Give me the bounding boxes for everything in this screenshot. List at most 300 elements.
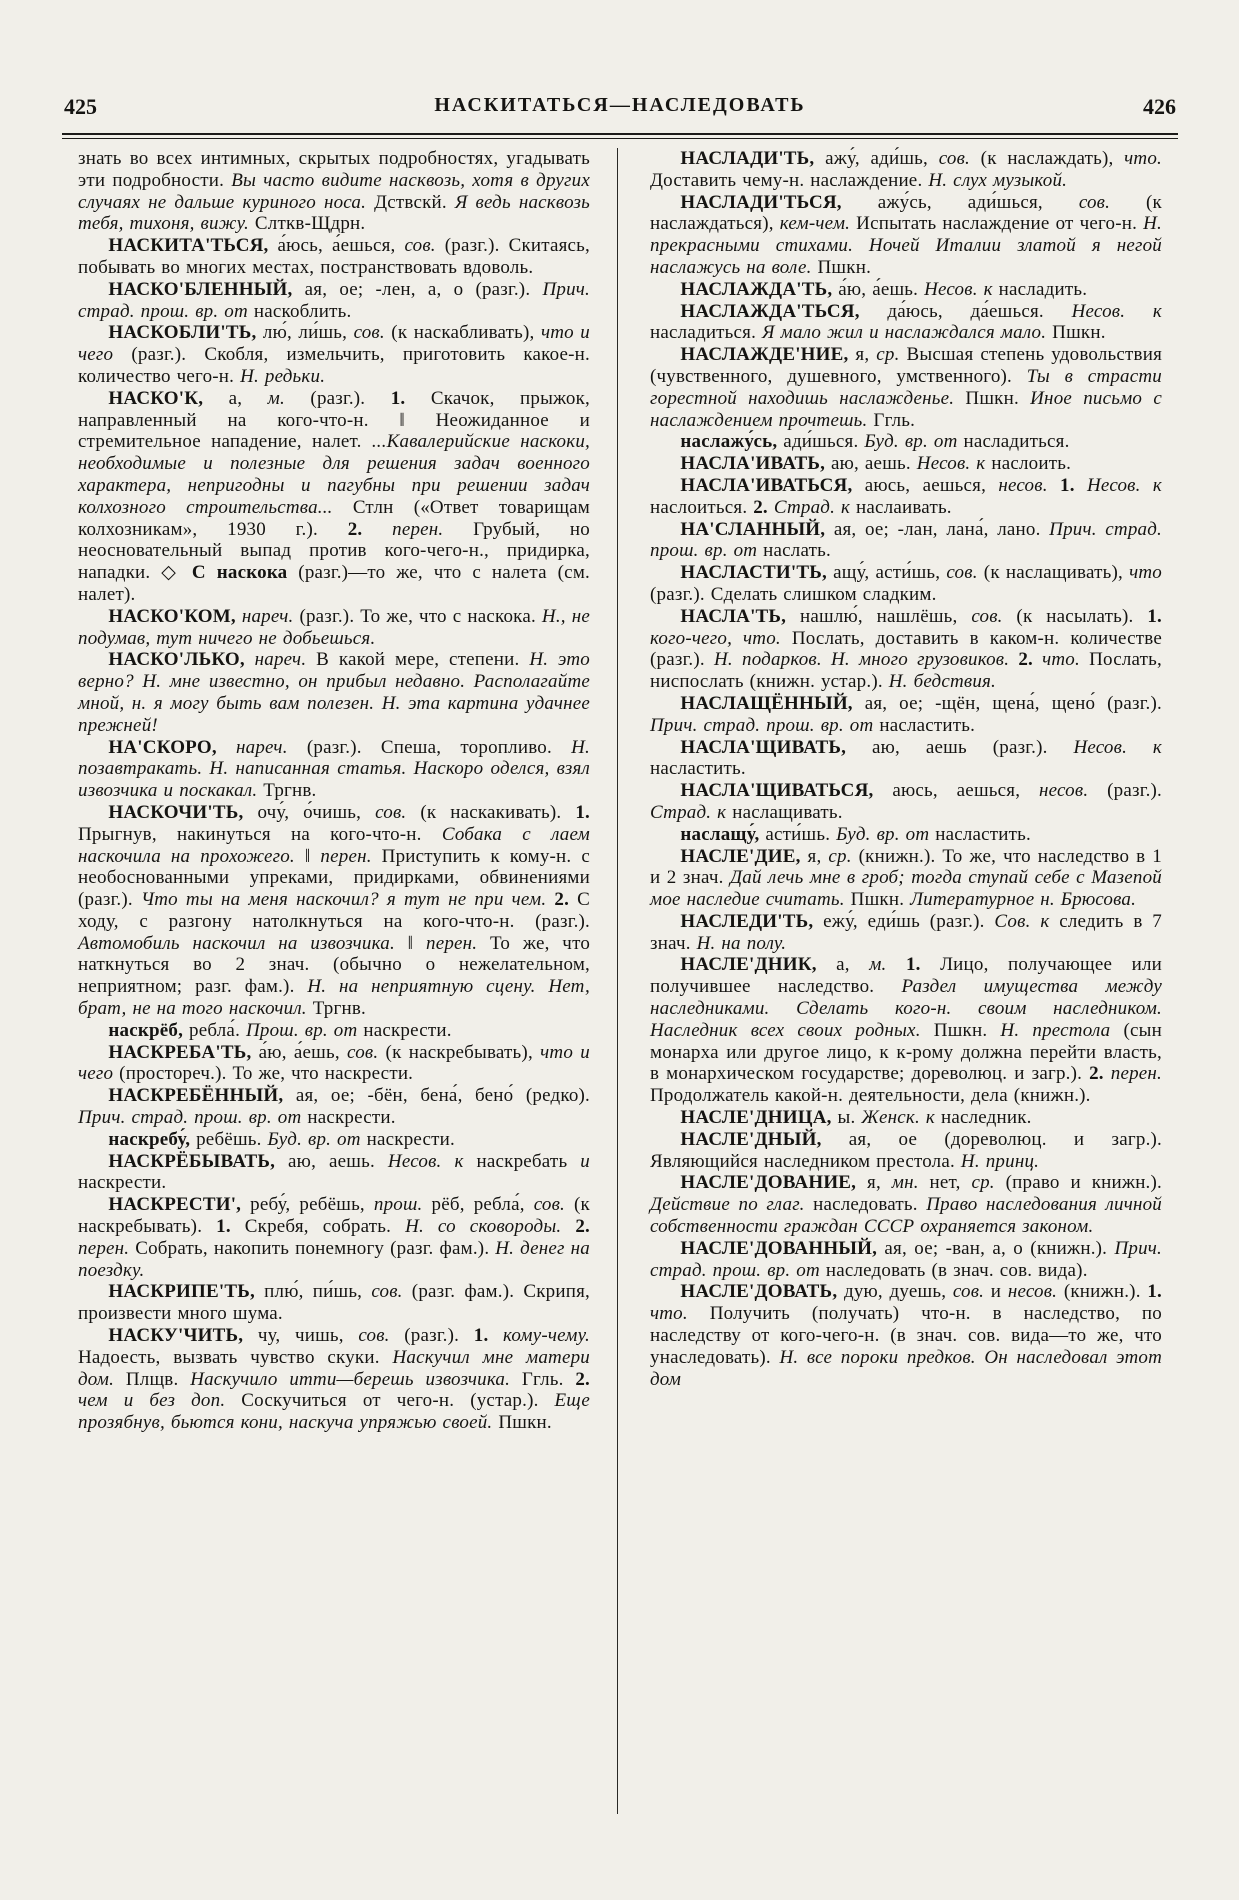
italic-text: несов. bbox=[1007, 1281, 1058, 1303]
plain-text: (простореч.). То же, что наскрести. bbox=[113, 1063, 414, 1085]
headword-bold-text: НАСЛАЖДЕ'НИЕ, bbox=[680, 344, 849, 366]
plain-text: Ггль. bbox=[867, 409, 916, 431]
italic-text: сов. bbox=[347, 1041, 379, 1063]
plain-text: (к насылать). bbox=[1002, 605, 1148, 627]
italic-text: перен. bbox=[1110, 1063, 1162, 1085]
plain-text: наскрести. bbox=[301, 1107, 396, 1129]
headword-bold-text: НАСЛЕ'ДНИЦА, bbox=[680, 1107, 832, 1129]
plain-text: чу, чишь, bbox=[243, 1325, 359, 1347]
headword-bold-text: НАСЛЕ'ДОВАНИЕ, bbox=[680, 1172, 857, 1194]
dictionary-entry bbox=[650, 453, 1162, 475]
headword-bold-text: наслащу́, bbox=[680, 823, 760, 845]
italic-text: Несов. к bbox=[916, 453, 986, 475]
plain-text: Пшкн. bbox=[811, 256, 872, 278]
italic-text: перен. bbox=[392, 518, 444, 540]
italic-text: чем и без доп. bbox=[78, 1390, 226, 1412]
italic-text: Что ты на меня наскочил? я тут не при чем. bbox=[140, 889, 547, 911]
dictionary-entry bbox=[650, 192, 1162, 279]
plain-text: наскрести. bbox=[78, 1172, 167, 1194]
headword-bold-text: НАСКРЕБА'ТЬ, bbox=[108, 1041, 252, 1063]
dictionary-entry bbox=[78, 235, 590, 279]
plain-text: Высшая степень удовольствия (чувственного, душевного, умственного). bbox=[650, 344, 1163, 387]
plain-text: ребла́. bbox=[183, 1019, 246, 1041]
italic-text: Страд. к bbox=[773, 496, 851, 518]
plain-text bbox=[488, 1325, 503, 1346]
plain-text: очу́, о́чишь, bbox=[243, 801, 376, 823]
plain-text: ади́шься. bbox=[777, 431, 865, 453]
plain-text: лю́, ли́шь, bbox=[256, 322, 354, 344]
italic-text: Еще прозябнув, бьются кони, наскуча упряжью своей. bbox=[78, 1390, 591, 1434]
italic-text: сов. bbox=[971, 605, 1003, 627]
italic-text: Н. прекрасными стихами. Ночей Италии златой я негой наслажусь на воле. bbox=[650, 213, 1163, 278]
plain-text: насластить. bbox=[873, 714, 976, 736]
plain-text: (разг.). То же, что с наскока. bbox=[293, 605, 542, 627]
dictionary-entry bbox=[650, 693, 1162, 737]
dictionary-entry bbox=[650, 737, 1162, 781]
italic-text: что bbox=[1129, 562, 1162, 584]
italic-text: сов. bbox=[404, 235, 436, 257]
plain-text: (книжн.). bbox=[1057, 1281, 1148, 1303]
plain-text: Получить (получать) что-н. в наследство, по наследству от кого-чего-н. (в знач. сов. вида—то же, что унаследовать). bbox=[650, 1303, 1162, 1368]
headword-bold-text: НА'СКОРО, bbox=[108, 736, 217, 758]
italic-text: Несов. к bbox=[1073, 736, 1162, 758]
plain-text: а́ю, а́ешь. bbox=[832, 278, 925, 300]
italic-text: Прич. страд. прош. вр. от bbox=[78, 1107, 302, 1129]
headword-bold-text: НАСЛАЩЁННЫЙ, bbox=[680, 692, 853, 714]
plain-text: аю, аешь. bbox=[275, 1150, 388, 1172]
italic-text: Н. это верно? Н. мне известно, он прибыл недавно. Располагайте мной, н. я могу быть вам полезен. Н. эта картина удачнее прежней! bbox=[78, 649, 591, 736]
dictionary-entry bbox=[650, 1238, 1162, 1282]
dictionary-entry bbox=[78, 1020, 590, 1042]
italic-text: нареч. bbox=[254, 649, 307, 671]
plain-text: Лицо, получающее или получившее наследство. bbox=[650, 954, 1163, 998]
plain-text: Надоесть, вызвать чувство скуки. bbox=[78, 1346, 393, 1368]
italic-text: Н. бедствия. bbox=[888, 671, 996, 693]
header-double-rule bbox=[62, 133, 1178, 139]
italic-text: мн. bbox=[891, 1172, 919, 1194]
dictionary-entry bbox=[650, 519, 1162, 563]
dictionary-entry bbox=[78, 322, 590, 387]
italic-text: Н. слух музыкой. bbox=[928, 169, 1068, 191]
plain-text: насладиться. bbox=[650, 322, 763, 344]
headword-bold-text: НАСЛА'ЩИВАТЬ, bbox=[680, 736, 847, 758]
dictionary-entry bbox=[650, 1107, 1162, 1129]
italic-text: Я мало жил и наслаждался мало. bbox=[762, 322, 1047, 344]
plain-text: ‖ bbox=[294, 845, 321, 867]
italic-text: Н. денег на поездку. bbox=[78, 1237, 590, 1281]
plain-text: насластить. bbox=[650, 758, 746, 780]
italic-text: Несов. к bbox=[1071, 300, 1162, 322]
italic-text: Действие по глаг. bbox=[650, 1194, 805, 1216]
headword-bold-text: НАСЛЕДИ'ТЬ, bbox=[680, 910, 814, 932]
italic-text: Буд. вр. от bbox=[267, 1128, 361, 1150]
column-left bbox=[78, 148, 590, 1434]
headword-bold-text: 1. bbox=[1060, 474, 1075, 496]
headword-bold-text: наслажу́сь, bbox=[680, 431, 778, 453]
plain-text: наследник. bbox=[935, 1107, 1032, 1129]
plain-text: (разг. фам.). Скрипя, произвести много шума. bbox=[78, 1281, 590, 1325]
italic-text: Н. принц. bbox=[960, 1150, 1040, 1172]
headword-bold-text: НАСКУ'ЧИТЬ, bbox=[108, 1325, 244, 1347]
plain-text: То же, что наткнуться во 2 знач. (обычно о нежелательном, неприятном; разг. фам.). bbox=[78, 932, 591, 998]
dictionary-entry bbox=[650, 562, 1162, 606]
italic-text: Н. на полу. bbox=[696, 932, 787, 954]
italic-text: кого-чего, что. bbox=[650, 627, 781, 649]
italic-text: Прич. страд. прош. вр. от bbox=[650, 1237, 1162, 1281]
italic-text: м. bbox=[869, 954, 887, 976]
headword-bold-text: 1. bbox=[390, 387, 406, 409]
plain-text: ребёшь. bbox=[190, 1128, 268, 1150]
dictionary-entry bbox=[650, 344, 1162, 431]
plain-text: (к наслащивать), bbox=[977, 562, 1130, 584]
dictionary-entry bbox=[78, 1194, 590, 1281]
plain-text: ‖ bbox=[394, 932, 426, 954]
page-title: НАСКИТАТЬСЯ—НАСЛЕДОВАТЬ bbox=[434, 94, 806, 116]
plain-text: ая, ое; -щён, щена́, щено́ (разг.). bbox=[852, 692, 1162, 714]
italic-text: Н. на неприятную сцену. Нет, брат, не на того наскочил. bbox=[78, 976, 590, 1020]
plain-text: Доставить чему-н. наслаждение. bbox=[650, 169, 929, 191]
column-divider bbox=[617, 148, 618, 1814]
plain-text: (разг.). Сделать слишком сладким. bbox=[650, 583, 937, 605]
plain-text: Ггль. bbox=[510, 1368, 576, 1390]
italic-text: Прич. страд. прош. вр. от bbox=[78, 278, 590, 322]
italic-text: сов. bbox=[353, 322, 385, 344]
headword-bold-text: НАСЛЕ'ДОВАТЬ, bbox=[680, 1281, 838, 1303]
plain-text: Скачок, прыжок, направленный на кого-что-н. ‖ Неожиданное и стремительное нападение, налет. bbox=[78, 387, 590, 453]
headword-bold-text: 1. bbox=[473, 1325, 489, 1347]
dictionary-entry bbox=[650, 606, 1162, 693]
italic-text: перен. bbox=[426, 932, 478, 954]
plain-text: (к наслаждать), bbox=[969, 148, 1125, 169]
italic-text: что и чего bbox=[78, 1041, 590, 1085]
italic-text: сов. bbox=[1078, 191, 1111, 213]
dictionary-entry bbox=[650, 431, 1162, 453]
headword-bold-text: НАСЛАДИ'ТЬ, bbox=[680, 148, 815, 169]
italic-text: ...Кавалерийские наскоки, необходимые и полезные для решения задач военного характера, непригодны и пагубны при решении задач колхозного строительства... bbox=[78, 431, 590, 518]
headword-bold-text: 2. bbox=[753, 496, 768, 518]
plain-text bbox=[1033, 649, 1042, 670]
plain-text: (разг.)—то же, что с налета (см. налет). bbox=[78, 562, 590, 605]
headword-bold-text: НАСКО'К, bbox=[108, 387, 204, 409]
plain-text: асти́шь. bbox=[759, 823, 837, 845]
dictionary-entry bbox=[650, 475, 1162, 519]
plain-text: аю, аешь. bbox=[825, 453, 917, 475]
headword-bold-text: НАСЛЕ'ДНИК, bbox=[680, 954, 817, 976]
plain-text: наскрести. bbox=[360, 1128, 455, 1150]
italic-text: что. bbox=[1124, 148, 1162, 169]
page-number-right: 426 bbox=[1143, 94, 1176, 119]
dictionary-entry bbox=[78, 388, 590, 606]
italic-text: перен. bbox=[78, 1237, 130, 1259]
headword-bold-text: НАСКОБЛИ'ТЬ, bbox=[108, 322, 257, 344]
dictionary-entry bbox=[78, 279, 590, 323]
plain-text: В какой мере, степени. bbox=[306, 649, 530, 671]
plain-text: наскребать bbox=[463, 1150, 581, 1172]
plain-text bbox=[1075, 475, 1087, 496]
plain-text: Пшкн. bbox=[492, 1412, 552, 1434]
italic-text: Прич. страд. прош. вр. от bbox=[650, 518, 1163, 562]
italic-text: кем-чем. bbox=[779, 213, 851, 235]
headword-bold-text: 2. bbox=[347, 518, 363, 540]
plain-text: насладиться. bbox=[957, 431, 1070, 453]
plain-text: наслащивать. bbox=[726, 801, 843, 823]
plain-text: наследовать (в знач. сов. вида). bbox=[819, 1259, 1088, 1281]
plain-text: наскрести. bbox=[357, 1019, 452, 1041]
plain-text: аюсь, аешься, bbox=[852, 474, 999, 496]
italic-text: Литературное н. Брюсова. bbox=[910, 889, 1137, 911]
italic-text: Женск. к bbox=[861, 1107, 935, 1129]
plain-text: Скребя, собрать. bbox=[230, 1216, 406, 1238]
plain-text: наслоиться. bbox=[650, 496, 754, 518]
plain-text: (к наскакивать). bbox=[406, 801, 576, 823]
italic-text: что и чего bbox=[78, 322, 591, 366]
plain-text: ы. bbox=[831, 1107, 862, 1129]
headword-bold-text: НАСЛЕ'ДОВАННЫЙ, bbox=[680, 1237, 878, 1259]
dictionary-entry bbox=[650, 824, 1162, 846]
headword-bold-text: НАСЛА'ТЬ, bbox=[680, 605, 787, 627]
headword-bold-text: НАСЛАЖДА'ТЬСЯ, bbox=[680, 300, 860, 322]
italic-text: Н. все пороки предков. Он наследовал этот дом bbox=[650, 1346, 1162, 1390]
italic-text: Вы часто видите насквозь, хотя в других случаях не дальше куриного носа. bbox=[78, 169, 590, 213]
plain-text: плю́, пи́шь, bbox=[254, 1281, 372, 1303]
headword-bold-text: НАСЛЕ'ДИЕ, bbox=[680, 845, 801, 867]
plain-text: Плщв. bbox=[114, 1368, 191, 1390]
plain-text: ажу́, ади́шь, bbox=[814, 148, 939, 169]
headword-bold-text: наскребу́, bbox=[108, 1128, 191, 1150]
dictionary-entry bbox=[650, 1129, 1162, 1173]
headword-bold-text: 1. bbox=[216, 1216, 231, 1238]
dictionary-entry bbox=[78, 737, 590, 802]
plain-text: ежу́, еди́шь (разг.). bbox=[813, 910, 995, 932]
italic-text: Несов. к bbox=[387, 1150, 464, 1172]
plain-text: Тргнв. bbox=[257, 780, 317, 802]
headword-bold-text: 2. bbox=[575, 1368, 590, 1390]
plain-text: следить в 7 знач. bbox=[650, 910, 1162, 954]
headword-bold-text: НАСЛАДИ'ТЬСЯ, bbox=[680, 191, 842, 213]
plain-text: (право и книжн.). bbox=[994, 1172, 1162, 1194]
italic-text: и bbox=[580, 1150, 590, 1172]
plain-text: Испытать наслаждение от чего-н. bbox=[850, 213, 1144, 235]
dictionary-entry bbox=[78, 606, 590, 650]
dictionary-entry bbox=[650, 148, 1162, 192]
italic-text: Дай лечь мне в гроб; тогда ступай себе с Мазепой мое наследие считать. bbox=[650, 867, 1162, 911]
italic-text: сов. bbox=[952, 1281, 985, 1303]
plain-text: рёб, ребла́, bbox=[422, 1194, 534, 1216]
plain-text: нашлю́, нашлёшь, bbox=[786, 605, 972, 627]
plain-text: Пшкн. bbox=[920, 1019, 1001, 1041]
plain-text bbox=[217, 737, 236, 758]
plain-text: и bbox=[984, 1281, 1008, 1303]
plain-text: (разг.). Скобля, измельчить, приготовить какое-н. количество чего-н. bbox=[78, 344, 590, 387]
plain-text: Пшкн. bbox=[844, 889, 911, 911]
headword-bold-text: НАСЛА'ИВАТЬ, bbox=[680, 453, 826, 475]
italic-text: перен. bbox=[320, 845, 372, 867]
italic-text: Автомобиль наскочил на извозчика. bbox=[78, 932, 395, 954]
plain-text: а́ю, а́ешь, bbox=[251, 1041, 348, 1063]
italic-text: ср. bbox=[828, 845, 852, 867]
italic-text: Раздел имущества между наследниками. Сделать кого-н. своим наследником. Наследник всех своих родных. bbox=[650, 976, 1162, 1041]
dictionary-entry bbox=[650, 954, 1162, 1107]
entry-continuation bbox=[78, 148, 590, 235]
headword-bold-text: 2. bbox=[554, 889, 570, 911]
headword-bold-text: НАСЛАЖДА'ТЬ, bbox=[680, 278, 833, 300]
plain-text: С ходу, с разгону натолкнуться на кого-что-н. (разг.). bbox=[78, 889, 591, 932]
italic-text: нареч. bbox=[236, 736, 288, 758]
italic-text: нареч. bbox=[241, 605, 294, 627]
italic-text: Страд. к bbox=[650, 801, 727, 823]
plain-text bbox=[561, 1216, 575, 1237]
headword-bold-text: НАСЛЕ'ДНЫЙ, bbox=[680, 1128, 822, 1150]
plain-text: Приступить к кому-н. с необоснованными упреками, придирками, обвинениями (разг.). bbox=[78, 845, 590, 911]
italic-text: несов. bbox=[1039, 780, 1089, 802]
headword-bold-text: НАСКО'ЛЬКО, bbox=[108, 649, 245, 671]
italic-text: Буд. вр. от bbox=[864, 431, 958, 453]
plain-text: (разг.). Скитаясь, побывать во многих местах, постранствовать вдоволь. bbox=[78, 235, 590, 278]
headword-bold-text: НА'СЛАННЫЙ, bbox=[680, 518, 826, 540]
italic-text: Н. со сковороды. bbox=[405, 1216, 562, 1238]
plain-text bbox=[1048, 475, 1060, 496]
italic-text: сов. bbox=[358, 1325, 390, 1347]
plain-text: Стлн («Ответ товарищам колхозникам», 1930 г.). bbox=[78, 496, 591, 540]
headword-bold-text: НАСЛА'ИВАТЬСЯ, bbox=[680, 474, 853, 496]
plain-text: а́юсь, а́ешься, bbox=[268, 235, 405, 257]
plain-text: я, bbox=[800, 845, 829, 867]
italic-text: Н. редьки. bbox=[240, 365, 326, 387]
italic-text: Я ведь насквозь тебя, тихоня, вижу. bbox=[78, 191, 590, 235]
plain-text: (разг.). Спеша, торопливо. bbox=[287, 736, 572, 758]
plain-text: я, bbox=[856, 1172, 892, 1194]
italic-text: сов. bbox=[533, 1194, 565, 1216]
column-right bbox=[650, 148, 1162, 1390]
plain-text: аю, аешь (разг.). bbox=[846, 736, 1074, 758]
plain-text bbox=[245, 649, 255, 670]
italic-text: несов. bbox=[998, 474, 1048, 496]
plain-text: (к наслаждаться), bbox=[650, 191, 1162, 235]
italic-text: Сов. к bbox=[994, 910, 1050, 932]
italic-text: сов. bbox=[371, 1281, 403, 1303]
italic-text: сов. bbox=[375, 801, 407, 823]
plain-text: Дствскй. bbox=[366, 191, 455, 213]
italic-text: Наскучил мне матери дом. bbox=[78, 1346, 591, 1390]
plain-text: а, bbox=[816, 954, 870, 976]
plain-text: (разг.). bbox=[389, 1325, 474, 1347]
dictionary-entry bbox=[650, 780, 1162, 824]
italic-text: кому-чему. bbox=[503, 1325, 591, 1347]
headword-bold-text: НАСКРЕСТИ', bbox=[108, 1194, 242, 1216]
plain-text: насластить. bbox=[929, 823, 1031, 845]
headword-bold-text: 2. bbox=[1018, 649, 1033, 671]
italic-text: Прич. страд. прош. вр. от bbox=[650, 714, 874, 736]
dictionary-entry bbox=[78, 1281, 590, 1325]
plain-text: ая, ое; -лен, а, о (разг.). bbox=[292, 278, 543, 300]
plain-text: Пшкн. bbox=[1046, 322, 1106, 344]
plain-text: Послать, доставить в каком-н. количестве (разг.). bbox=[650, 627, 1162, 671]
dictionary-entry bbox=[78, 649, 590, 736]
dictionary-entry bbox=[650, 1281, 1162, 1390]
italic-text: Наскучило итти—берешь извозчика. bbox=[190, 1368, 511, 1390]
plain-text: Тргнв. bbox=[306, 998, 366, 1020]
plain-text: наследовать. bbox=[804, 1194, 927, 1216]
dictionary-entry bbox=[78, 1325, 590, 1434]
plain-text: я, bbox=[848, 344, 877, 366]
plain-text: (к наскребывать), bbox=[378, 1041, 541, 1063]
italic-text: Иное письмо с наслаждением прочтешь. bbox=[650, 387, 1162, 431]
plain-text: наслаивать. bbox=[850, 496, 952, 518]
plain-text: Слткв-Щдрн. bbox=[248, 213, 366, 235]
dictionary-entry bbox=[650, 301, 1162, 345]
dictionary-entry bbox=[650, 279, 1162, 301]
headword-bold-text: НАСКОЧИ'ТЬ, bbox=[108, 801, 244, 823]
italic-text: прош. bbox=[373, 1194, 423, 1216]
headword-bold-text: НАСЛА'ЩИВАТЬСЯ, bbox=[680, 780, 874, 802]
plain-text bbox=[886, 954, 905, 975]
dictionary-entry bbox=[78, 1085, 590, 1129]
plain-text: Грубый, но неосновательный выпад против кого-чего-н., придирка, нападки. ◇ bbox=[78, 518, 591, 584]
plain-text: аюсь, аешься, bbox=[873, 780, 1040, 802]
italic-text: м. bbox=[267, 387, 285, 409]
headword-bold-text: 2. bbox=[1089, 1063, 1104, 1085]
headword-bold-text: 1. bbox=[1147, 1281, 1162, 1303]
dictionary-entry bbox=[78, 1129, 590, 1151]
italic-text: что. bbox=[650, 1303, 688, 1325]
plain-text bbox=[1104, 1063, 1111, 1084]
dictionary-entry bbox=[78, 802, 590, 1020]
plain-text: Прыгнув, накинуться на кого-что-н. bbox=[78, 823, 442, 845]
plain-text: ащу́, асти́шь, bbox=[826, 562, 947, 584]
headword-bold-text: 1. bbox=[1147, 605, 1163, 627]
plain-text bbox=[1009, 649, 1018, 670]
headword-bold-text: 2. bbox=[575, 1216, 591, 1238]
italic-text: Собака с лаем наскочила на прохожего. bbox=[78, 823, 590, 867]
italic-text: Буд. вр. от bbox=[836, 823, 930, 845]
plain-text: наскоблить. bbox=[247, 300, 352, 322]
italic-text: Прош. вр. от bbox=[245, 1019, 358, 1041]
plain-text: (к наскабливать), bbox=[384, 322, 541, 344]
page-number-left: 425 bbox=[64, 94, 97, 119]
plain-text: наслоить. bbox=[985, 453, 1072, 475]
running-head bbox=[64, 94, 1176, 120]
dictionary-entry bbox=[650, 846, 1162, 911]
plain-text bbox=[362, 519, 392, 540]
plain-text: Продолжатель какой-н. деятельности, дела (книжн.). bbox=[650, 1085, 1091, 1107]
italic-text: Несов. к bbox=[924, 278, 993, 300]
plain-text: (разг.). bbox=[1088, 780, 1162, 802]
headword-bold-text: НАСКРЁБЫВАТЬ, bbox=[108, 1150, 276, 1172]
plain-text: Послать, ниспослать (книжн. устар.). bbox=[650, 649, 1162, 693]
plain-text: (к наскребывать). bbox=[78, 1194, 590, 1238]
headword-bold-text: 1. bbox=[905, 954, 921, 976]
plain-text: ая, ое; -ван, а, о (книжн.). bbox=[877, 1237, 1115, 1259]
plain-text: (книжн.). То же, что наследство в 1 и 2 знач. bbox=[650, 845, 1162, 889]
italic-text: что. bbox=[1042, 649, 1080, 671]
italic-text: ср. bbox=[876, 344, 900, 366]
headword-bold-text: НАСКРИПЕ'ТЬ, bbox=[108, 1281, 255, 1303]
headword-bold-text: НАСКИТА'ТЬСЯ, bbox=[108, 235, 269, 257]
plain-text: ая, ое; -лан, лана́, лано. bbox=[825, 518, 1050, 540]
plain-text: ая, ое (дореволюц. и загр.). Являющийся наследником престола. bbox=[650, 1128, 1162, 1172]
italic-text: Ты в страсти горестной находишь наслажденье. bbox=[650, 365, 1162, 409]
headword-bold-text: 1. bbox=[575, 801, 590, 823]
headword-bold-text: наскрёб, bbox=[108, 1019, 184, 1041]
italic-text: сов. bbox=[946, 562, 978, 584]
plain-text: нет, bbox=[918, 1172, 972, 1194]
dictionary-entry bbox=[650, 911, 1162, 955]
plain-text: ая, ое; -бён, бена́, бено́ (редко). bbox=[283, 1085, 590, 1107]
italic-text: Н., не подумав, тут ничего не добьешься. bbox=[78, 605, 591, 649]
headword-bold-text: НАСКРЕБЁННЫЙ, bbox=[108, 1085, 284, 1107]
dictionary-entry bbox=[78, 1151, 590, 1195]
italic-text: Право наследования личной собственности граждан СССР охраняется законом. bbox=[650, 1194, 1162, 1238]
